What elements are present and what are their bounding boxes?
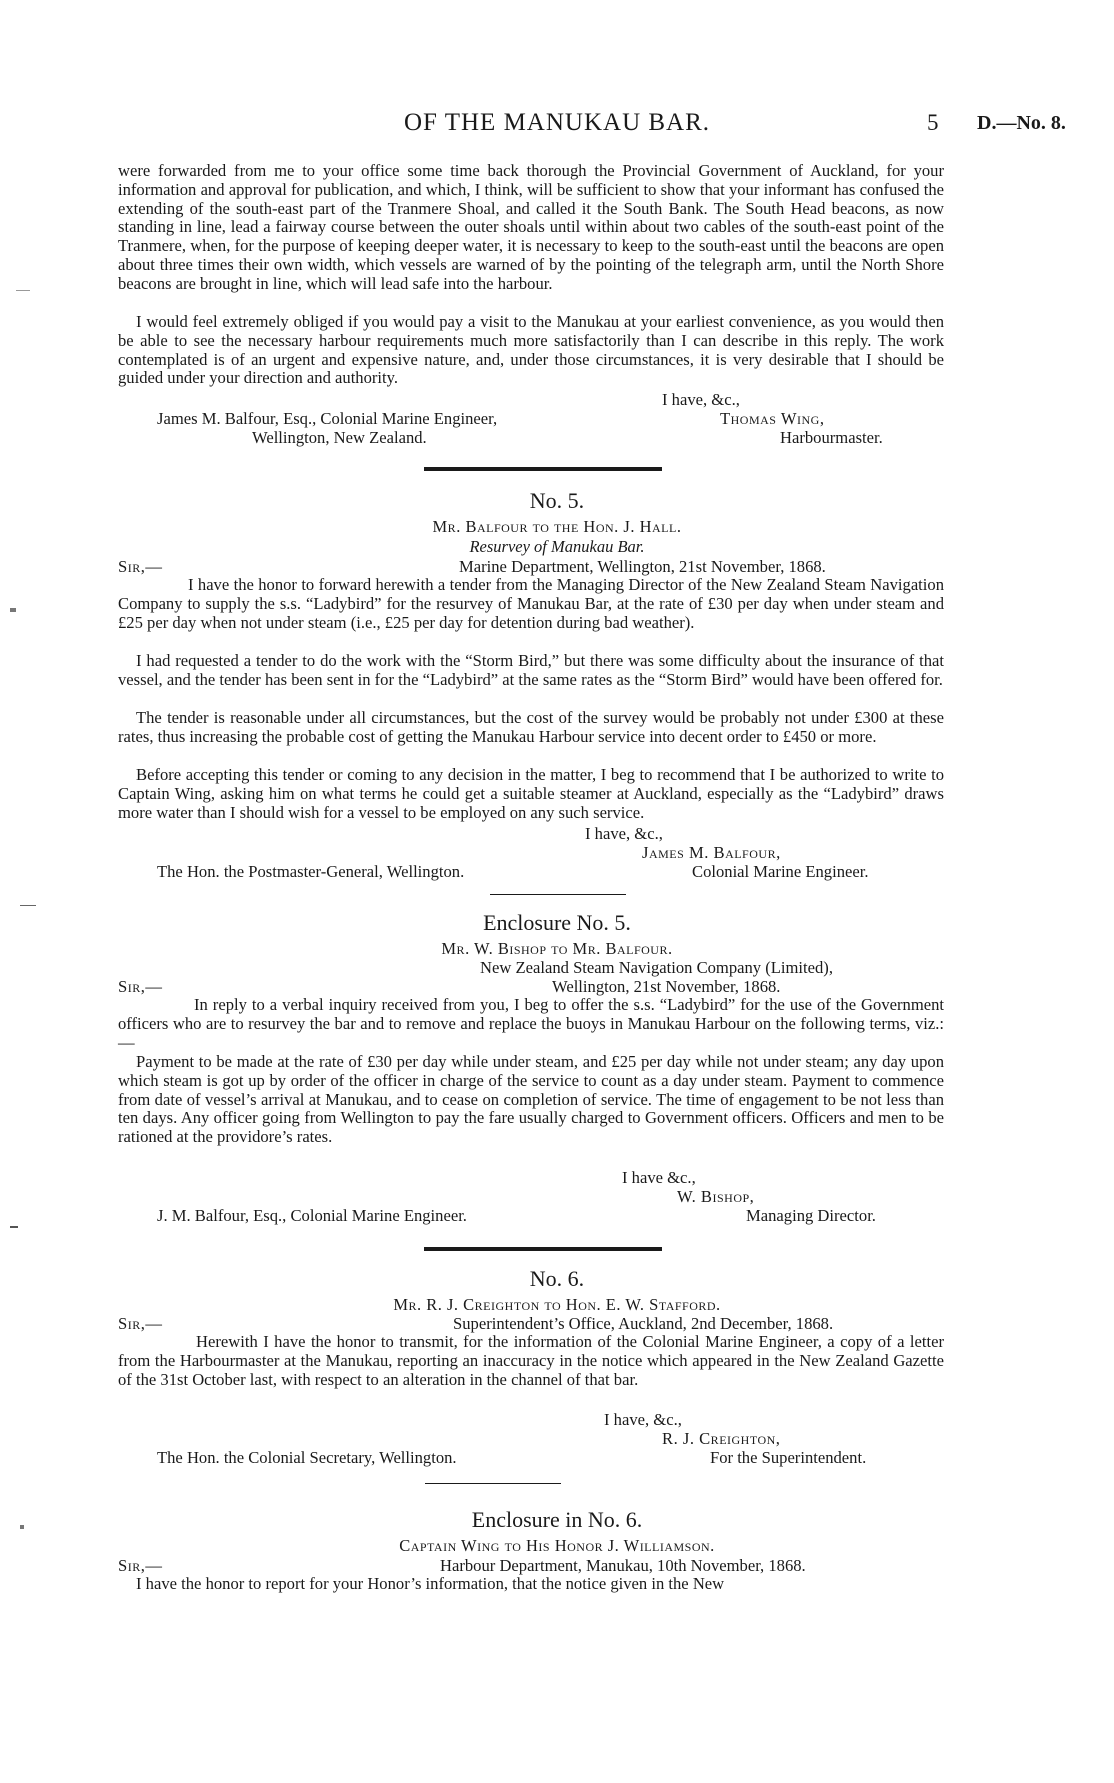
scan-speck [20,1525,24,1529]
no5-paragraph-2: I had requested a tender to do the work with the “Storm Bird,” but there was some difficulty about the insurance of that vessel, and the tender has been sent in for the “Ladybird” at the same rates as the “Storm Bird” would have been offered for. [118,651,944,689]
enclosure5-company: New Zealand Steam Navigation Company (Limited), [480,958,833,977]
section-heading-enclosure-no-5: Enclosure No. 5. [483,910,631,935]
section-divider [425,1483,561,1484]
enclosure5-paragraph-2: Payment to be made at the rate of £30 per day while under steam, and £25 per day while not under steam; any day upon which steam is got up by order of the officer in charge of the service to count as a day under steam. Payment to commence from date of vessel’s arrival at Manukau, and to cease on completion of service. The time of engagement to be not less than ten days. Any officer going from Wellington to pay the fare usually charged to Government officers. Officers and men to be rationed at the providore’s rates. [118,1052,944,1147]
enclosure5-addressee: J. M. Balfour, Esq., Colonial Marine Engineer. [157,1206,467,1225]
no5-paragraph-3: The tender is reasonable under all circumstances, but the cost of the survey would be probably not under £300 at these rates, thus increasing the probable cost of getting the Manukau Harbour service into decent order to £450 or more. [118,708,944,746]
section-heading-enclosure-in-no-6: Enclosure in No. 6. [471,1507,643,1532]
section-divider [490,894,626,895]
no5-salutation: Sir,— [118,557,163,576]
enclosure5-signer-name: W. Bishop, [677,1187,755,1206]
page-number: 5 [927,110,939,135]
no5-closing: I have, &c., [585,824,663,843]
enclosure6-paragraph-1: I have the honor to report for your Honor’s information, that the notice given in the New [136,1574,725,1593]
continuation-paragraph-1: were forwarded from me to your office some time back thorough the Provincial Government of Auckland, for your information and approval for publication, and which, I think, will be sufficient to show that your informant has confused the extending of the south-east part of the Tranmere Shoal, and called it the South Bank. The South Head beacons, as now standing in line, lead a fairway course between the outer shoals until within about two cables of the south-east point of the Tranmere, when, for the purpose of keeping deeper water, it is necessary to keep to the south-east until the beacons are open about three times their own width, which vessels are warned of by the pointing of the telegraph arm, until the North Shore beacons are brought in line, which will lead safe into the harbour. [118,161,944,293]
no5-subject: Resurvey of Manukau Bar. [469,537,645,556]
enclosure5-from-to: Mr. W. Bishop to Mr. Balfour. [441,939,673,958]
no6-signer-name: R. J. Creighton, [662,1429,781,1448]
continuation-signer-name: Thomas Wing, [720,409,825,428]
no6-place-date: Superintendent’s Office, Auckland, 2nd December, 1868. [453,1314,834,1333]
no5-addressee: The Hon. the Postmaster-General, Wellington. [157,862,465,881]
scan-speck [10,608,16,612]
no6-addressee: The Hon. the Colonial Secretary, Wellington. [157,1448,457,1467]
page-header-title: OF THE MANUKAU BAR. [403,109,711,136]
enclosure6-place-date: Harbour Department, Manukau, 10th November, 1868. [440,1556,806,1575]
enclosure5-place-date: Wellington, 21st November, 1868. [552,977,781,996]
no5-paragraph-1: I have the honor to forward herewith a tender from the Managing Director of the New Zealand Steam Navigation Company to supply the s.s. “Ladybird” for the resurvey of Manukau Bar, at the rate of £30 per day when under steam and £25 per day when not under steam (i.e., £25 per day for detention during bad weather). [118,575,944,632]
continuation-addressee-line-1: James M. Balfour, Esq., Colonial Marine Engineer, [157,409,498,428]
scan-speck [16,290,30,291]
document-reference: D.—No. 8. [977,112,1066,134]
no6-salutation: Sir,— [118,1314,163,1333]
no6-closing: I have, &c., [604,1410,682,1429]
no6-paragraph-1-text: Herewith I have the honor to transmit, for the information of the Colonial Marine Engineer, a copy of a letter from the Harbourmaster at the Manukau, reporting an inaccuracy in the notice which appeared in the New Zealand Gazette of the 31st October last, with respect to an alteration in the channel of that bar. [118,1332,944,1389]
enclosure5-salutation: Sir,— [118,977,163,996]
enclosure5-signer-title: Managing Director. [746,1206,876,1225]
section-heading-no-5: No. 5. [529,488,585,513]
enclosure5-closing: I have &c., [622,1168,696,1187]
no5-from-to: Mr. Balfour to the Hon. J. Hall. [432,517,682,536]
continuation-paragraph-2: I would feel extremely obliged if you would pay a visit to the Manukau at your earliest convenience, as you would then be able to see the necessary harbour requirements much more satisfactorily than I can describe in this reply. The work contemplated is of an urgent and expensive nature, and, under those circumstances, it is very desirable that I should be guided under your direction and authority. [118,312,944,388]
no5-signer-name: James M. Balfour, [642,843,781,862]
enclosure6-from-to: Captain Wing to His Honor J. Williamson. [399,1536,715,1555]
no5-signer-title: Colonial Marine Engineer. [692,862,869,881]
no5-place-date: Marine Department, Wellington, 21st November, 1868. [459,557,826,576]
enclosure6-salutation: Sir,— [118,1556,163,1575]
enclosure5-paragraph-1: In reply to a verbal inquiry received from you, I beg to offer the s.s. “Ladybird” for the use of the Government officers who are to resurvey the bar and to remove and replace the buoys in Manukau Harbour on the following terms, viz.:— [118,995,944,1052]
section-divider [424,467,662,471]
continuation-addressee-line-2: Wellington, New Zealand. [252,428,427,447]
section-heading-no-6: No. 6. [529,1266,585,1291]
scan-speck [20,905,36,906]
no6-paragraph-1 [118,1333,944,1389]
no5-paragraph-4: Before accepting this tender or coming to any decision in the matter, I beg to recommend that I be authorized to write to Captain Wing, asking him on what terms he could get a suitable steamer at Auckland, especially as the “Ladybird” draws more water than I should wish for a vessel to be employed on any such service. [118,765,944,822]
section-divider [424,1247,662,1251]
scan-speck [10,1226,18,1228]
no6-signer-title: For the Superintendent. [710,1448,867,1467]
continuation-closing: I have, &c., [662,390,740,409]
continuation-signer-title: Harbourmaster. [780,428,883,447]
no6-from-to: Mr. R. J. Creighton to Hon. E. W. Stafford. [393,1295,721,1314]
